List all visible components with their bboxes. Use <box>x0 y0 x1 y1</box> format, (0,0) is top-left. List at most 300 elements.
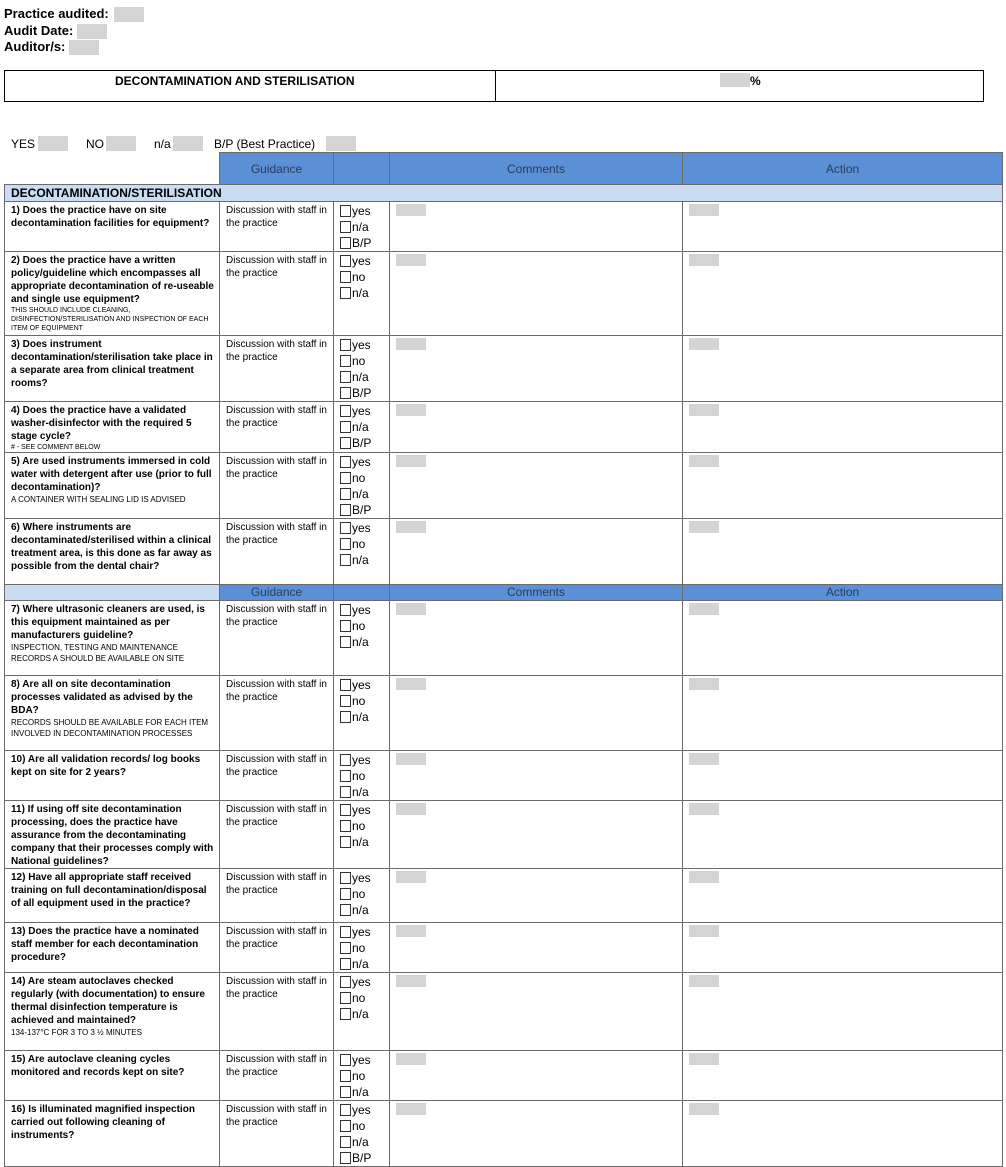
answer-option[interactable] <box>340 634 389 650</box>
checkbox[interactable] <box>340 387 351 399</box>
action-column-header: Action <box>683 153 1003 185</box>
comments-column-header: Comments <box>390 585 683 601</box>
answer-option[interactable] <box>340 470 389 486</box>
checkbox[interactable] <box>340 1152 351 1164</box>
comments-column-header: Comments <box>390 153 683 185</box>
answer-option[interactable] <box>340 1084 389 1100</box>
score-percent-sign: % <box>750 74 761 88</box>
action-field[interactable] <box>689 204 719 216</box>
action-field[interactable] <box>689 871 719 883</box>
question-text: 5) Are used instruments immersed in cold water with detergent after use (prior to full decontamination)? <box>11 456 212 493</box>
guidance-text: Discussion with staff in the practice <box>226 926 327 950</box>
comments-field[interactable] <box>396 204 426 216</box>
checkbox[interactable] <box>340 287 351 299</box>
question-text: 16) Is illuminated magnified inspection carried out following cleaning of instruments? <box>11 1104 195 1141</box>
legend-bp-count[interactable] <box>326 136 356 151</box>
option-label: yes <box>352 678 371 692</box>
answer-options-cell <box>334 1101 390 1167</box>
comments-field[interactable] <box>396 803 426 815</box>
practice-audited-label: Practice audited: <box>4 6 109 21</box>
checkbox[interactable] <box>340 804 351 816</box>
question-text: 7) Where ultrasonic cleaners are used, is this equipment maintained as per manufacturers guideline? <box>11 604 205 641</box>
option-label: n/a <box>352 286 369 300</box>
answer-options-cell <box>334 601 390 676</box>
table-row <box>5 973 1003 1051</box>
option-label: n/a <box>352 957 369 971</box>
question-cell <box>5 601 220 676</box>
answer-option[interactable] <box>340 403 389 419</box>
question-note: INSPECTION, TESTING AND MAINTENANCE RECORDS A SHOULD BE AVAILABLE ON SITE <box>11 643 185 663</box>
answer-option[interactable] <box>340 219 389 235</box>
guidance-text: Discussion with staff in the practice <box>226 456 327 480</box>
comments-cell[interactable] <box>390 402 683 453</box>
checkbox[interactable] <box>340 604 351 616</box>
option-label: n/a <box>352 903 369 917</box>
answer-option[interactable] <box>340 834 389 850</box>
score-value[interactable] <box>720 73 750 87</box>
checkbox[interactable] <box>340 1070 351 1082</box>
guidance-cell <box>220 973 334 1051</box>
question-column-header <box>5 153 220 185</box>
question-cell <box>5 453 220 519</box>
practice-audited-value[interactable] <box>114 7 144 22</box>
checkbox[interactable] <box>340 371 351 383</box>
action-field[interactable] <box>689 803 719 815</box>
answer-option[interactable] <box>340 269 389 285</box>
comments-cell[interactable] <box>390 869 683 923</box>
question-cell <box>5 676 220 751</box>
guidance-cell <box>220 252 334 336</box>
action-cell[interactable] <box>683 336 1003 402</box>
action-field[interactable] <box>689 521 719 533</box>
option-label: yes <box>352 1053 371 1067</box>
option-label: yes <box>352 803 371 817</box>
checkbox[interactable] <box>340 976 351 988</box>
table-row <box>5 336 1003 402</box>
checkbox[interactable] <box>340 1054 351 1066</box>
checkbox[interactable] <box>340 636 351 648</box>
section-row <box>5 185 1003 202</box>
option-label: n/a <box>352 785 369 799</box>
answer-option[interactable] <box>340 709 389 725</box>
answer-options-cell <box>334 973 390 1051</box>
option-label: no <box>352 1069 366 1083</box>
answer-option[interactable] <box>340 353 389 369</box>
checkbox[interactable] <box>340 355 351 367</box>
guidance-text: Discussion with staff in the practice <box>226 1104 327 1128</box>
option-label: yes <box>352 975 371 989</box>
audit-date-label: Audit Date: <box>4 23 74 38</box>
answer-option[interactable] <box>340 253 389 269</box>
table-row <box>5 519 1003 585</box>
answer-option[interactable] <box>340 886 389 902</box>
action-cell[interactable] <box>683 202 1003 252</box>
checkbox[interactable] <box>340 339 351 351</box>
checkbox[interactable] <box>340 679 351 691</box>
option-label: n/a <box>352 420 369 434</box>
question-cell <box>5 801 220 869</box>
comments-cell[interactable] <box>390 973 683 1051</box>
comments-field[interactable] <box>396 753 426 765</box>
answer-option[interactable] <box>340 818 389 834</box>
table-row <box>5 801 1003 869</box>
option-label: no <box>352 354 366 368</box>
option-label: no <box>352 1119 366 1133</box>
checkbox[interactable] <box>340 904 351 916</box>
comments-cell[interactable] <box>390 336 683 402</box>
answer-option[interactable] <box>340 235 389 251</box>
guidance-cell <box>220 336 334 402</box>
action-cell[interactable] <box>683 973 1003 1051</box>
question-text: 1) Does the practice have on site decontamination facilities for equipment? <box>11 205 210 229</box>
comments-field[interactable] <box>396 678 426 690</box>
action-field[interactable] <box>689 975 719 987</box>
option-label: n/a <box>352 1007 369 1021</box>
answer-column-header <box>334 585 390 601</box>
action-cell[interactable] <box>683 252 1003 336</box>
option-label: yes <box>352 1103 371 1117</box>
answer-option[interactable] <box>340 369 389 385</box>
comments-field[interactable] <box>396 338 426 350</box>
option-label: yes <box>352 521 371 535</box>
checkbox[interactable] <box>340 820 351 832</box>
answer-options-cell <box>334 751 390 801</box>
option-label: yes <box>352 871 371 885</box>
question-cell <box>5 336 220 402</box>
checkbox[interactable] <box>340 472 351 484</box>
option-label: B/P <box>352 1151 372 1165</box>
action-cell[interactable] <box>683 751 1003 801</box>
checkbox[interactable] <box>340 1008 351 1020</box>
action-cell[interactable] <box>683 453 1003 519</box>
legend-yes-label: YES <box>11 137 36 151</box>
guidance-cell <box>220 402 334 453</box>
option-label: yes <box>352 204 371 218</box>
question-column-header <box>5 585 220 601</box>
answer-option[interactable] <box>340 870 389 886</box>
checkbox[interactable] <box>340 271 351 283</box>
answer-option[interactable] <box>340 990 389 1006</box>
question-note: # - SEE COMMENT BELOW <box>11 444 101 451</box>
answer-option[interactable] <box>340 454 389 470</box>
checkbox[interactable] <box>340 992 351 1004</box>
practice-audited-field <box>4 6 144 22</box>
action-cell[interactable] <box>683 676 1003 751</box>
option-label: no <box>352 471 366 485</box>
checkbox[interactable] <box>340 872 351 884</box>
checkbox[interactable] <box>340 620 351 632</box>
action-cell[interactable] <box>683 519 1003 585</box>
checkbox[interactable] <box>340 1086 351 1098</box>
question-cell <box>5 402 220 453</box>
option-label: no <box>352 619 366 633</box>
answer-option[interactable] <box>340 924 389 940</box>
answer-option[interactable] <box>340 337 389 353</box>
option-label: yes <box>352 254 371 268</box>
guidance-text: Discussion with staff in the practice <box>226 976 327 1000</box>
option-label: n/a <box>352 553 369 567</box>
checkbox[interactable] <box>340 1120 351 1132</box>
answer-option[interactable] <box>340 677 389 693</box>
table-row <box>5 601 1003 676</box>
legend-na-label: n/a <box>154 137 171 151</box>
checkbox[interactable] <box>340 836 351 848</box>
option-label: yes <box>352 603 371 617</box>
checkbox[interactable] <box>340 504 351 516</box>
legend-no-count[interactable] <box>106 136 136 151</box>
guidance-cell <box>220 801 334 869</box>
legend-no-label: NO <box>86 137 104 151</box>
action-cell[interactable] <box>683 402 1003 453</box>
answer-option[interactable] <box>340 602 389 618</box>
answer-option[interactable] <box>340 285 389 301</box>
guidance-cell <box>220 202 334 252</box>
comments-cell[interactable] <box>390 801 683 869</box>
option-label: no <box>352 270 366 284</box>
option-label: no <box>352 694 366 708</box>
question-text: 4) Does the practice have a validated washer-disinfector with the required 5 stage cycle? <box>11 405 192 442</box>
comments-field[interactable] <box>396 975 426 987</box>
option-label: n/a <box>352 635 369 649</box>
audit-date-value[interactable] <box>77 24 107 39</box>
action-cell[interactable] <box>683 601 1003 676</box>
checkbox[interactable] <box>340 554 351 566</box>
checkbox[interactable] <box>340 538 351 550</box>
answer-option[interactable] <box>340 956 389 972</box>
answer-option[interactable] <box>340 486 389 502</box>
answer-options-cell <box>334 252 390 336</box>
table-row <box>5 402 1003 453</box>
answer-option[interactable] <box>340 1006 389 1022</box>
legend-na-count[interactable] <box>173 136 203 151</box>
question-text: 6) Where instruments are decontaminated/sterilised within a clinical treatment area, is this done as far away as possible from the dental chair? <box>11 522 212 572</box>
option-label: n/a <box>352 220 369 234</box>
question-note: THIS SHOULD INCLUDE CLEANING, DISINFECTION/STERILISATION AND INSPECTION OF EACH ITEM OF EQUIPMENT <box>11 307 209 332</box>
action-cell[interactable] <box>683 1101 1003 1167</box>
document-title: DECONTAMINATION AND STERILISATION <box>115 74 355 88</box>
option-label: no <box>352 887 366 901</box>
checkbox[interactable] <box>340 786 351 798</box>
comments-cell[interactable] <box>390 601 683 676</box>
checkbox[interactable] <box>340 1104 351 1116</box>
action-field[interactable] <box>689 1103 719 1115</box>
title-box <box>4 70 984 102</box>
question-text: 12) Have all appropriate staff received training on full decontamination/disposal of all equipment used in the practice? <box>11 872 207 909</box>
table-header-row <box>5 153 1003 185</box>
answer-option[interactable] <box>340 502 389 518</box>
action-field[interactable] <box>689 603 719 615</box>
answer-option[interactable] <box>340 1102 389 1118</box>
answer-option[interactable] <box>340 693 389 709</box>
section-title: DECONTAMINATION/STERILISATION <box>5 185 1003 202</box>
answer-option[interactable] <box>340 385 389 401</box>
answer-option[interactable] <box>340 1150 389 1166</box>
answer-option[interactable] <box>340 203 389 219</box>
comments-cell[interactable] <box>390 676 683 751</box>
table-row <box>5 202 1003 252</box>
answer-option[interactable] <box>340 435 389 451</box>
answer-options-cell <box>334 402 390 453</box>
guidance-text: Discussion with staff in the practice <box>226 872 327 896</box>
action-field[interactable] <box>689 338 719 350</box>
answer-option[interactable] <box>340 536 389 552</box>
table-row <box>5 869 1003 923</box>
guidance-text: Discussion with staff in the practice <box>226 1054 327 1078</box>
guidance-text: Discussion with staff in the practice <box>226 754 327 778</box>
answer-option[interactable] <box>340 752 389 768</box>
comments-cell[interactable] <box>390 1051 683 1101</box>
option-label: yes <box>352 338 371 352</box>
comments-field[interactable] <box>396 925 426 937</box>
table-row <box>5 1051 1003 1101</box>
comments-cell[interactable] <box>390 519 683 585</box>
checkbox[interactable] <box>340 888 351 900</box>
auditor-field <box>4 39 99 55</box>
comments-field[interactable] <box>396 1103 426 1115</box>
answer-options-cell <box>334 202 390 252</box>
action-column-header: Action <box>683 585 1003 601</box>
action-cell[interactable] <box>683 801 1003 869</box>
comments-field[interactable] <box>396 871 426 883</box>
checkbox[interactable] <box>340 754 351 766</box>
question-text: 10) Are all validation records/ log books kept on site for 2 years? <box>11 754 201 778</box>
comments-cell[interactable] <box>390 202 683 252</box>
guidance-text: Discussion with staff in the practice <box>226 604 327 628</box>
answer-options-cell <box>334 336 390 402</box>
checkbox[interactable] <box>340 221 351 233</box>
question-cell <box>5 519 220 585</box>
checkbox[interactable] <box>340 421 351 433</box>
comments-field[interactable] <box>396 1053 426 1065</box>
action-cell[interactable] <box>683 923 1003 973</box>
answer-option[interactable] <box>340 974 389 990</box>
action-field[interactable] <box>689 753 719 765</box>
question-cell <box>5 923 220 973</box>
answer-option[interactable] <box>340 1118 389 1134</box>
action-cell[interactable] <box>683 1051 1003 1101</box>
answer-options-cell <box>334 869 390 923</box>
comments-field[interactable] <box>396 404 426 416</box>
checkbox[interactable] <box>340 770 351 782</box>
comments-cell[interactable] <box>390 453 683 519</box>
checkbox[interactable] <box>340 926 351 938</box>
question-text: 15) Are autoclave cleaning cycles monitored and records kept on site? <box>11 1054 185 1078</box>
option-label: B/P <box>352 436 372 450</box>
question-cell <box>5 1101 220 1167</box>
option-label: n/a <box>352 1135 369 1149</box>
checkbox[interactable] <box>340 695 351 707</box>
comments-field[interactable] <box>396 455 426 467</box>
guidance-cell <box>220 453 334 519</box>
answer-option[interactable] <box>340 802 389 818</box>
checkbox[interactable] <box>340 255 351 267</box>
option-label: n/a <box>352 370 369 384</box>
answer-option[interactable] <box>340 768 389 784</box>
comments-field[interactable] <box>396 521 426 533</box>
guidance-text: Discussion with staff in the practice <box>226 804 327 828</box>
checkbox[interactable] <box>340 237 351 249</box>
checkbox[interactable] <box>340 1136 351 1148</box>
question-text: 14) Are steam autoclaves checked regularly (with documentation) to ensure thermal disinfection temperature is achieved and maintained? <box>11 976 205 1026</box>
option-label: n/a <box>352 1085 369 1099</box>
comments-cell[interactable] <box>390 751 683 801</box>
comments-cell[interactable] <box>390 1101 683 1167</box>
comments-field[interactable] <box>396 254 426 266</box>
answer-option[interactable] <box>340 1134 389 1150</box>
comments-cell[interactable] <box>390 923 683 973</box>
option-label: yes <box>352 753 371 767</box>
answer-options-cell <box>334 676 390 751</box>
answer-options-cell <box>334 923 390 973</box>
checkbox[interactable] <box>340 488 351 500</box>
table-row <box>5 676 1003 751</box>
option-label: B/P <box>352 503 372 517</box>
question-text: 11) If using off site decontamination processing, does the practice have assurance from the decontaminating company that their processes comply with National guidelines? <box>11 804 214 867</box>
option-label: n/a <box>352 487 369 501</box>
checkbox[interactable] <box>340 711 351 723</box>
checkbox[interactable] <box>340 456 351 468</box>
option-label: no <box>352 537 366 551</box>
comments-cell[interactable] <box>390 252 683 336</box>
answer-option[interactable] <box>340 1068 389 1084</box>
answer-option[interactable] <box>340 552 389 568</box>
question-cell <box>5 1051 220 1101</box>
answer-option[interactable] <box>340 940 389 956</box>
action-field[interactable] <box>689 254 719 266</box>
action-field[interactable] <box>689 1053 719 1065</box>
guidance-cell <box>220 1101 334 1167</box>
answer-option[interactable] <box>340 520 389 536</box>
answer-options-cell <box>334 519 390 585</box>
question-cell <box>5 751 220 801</box>
question-cell <box>5 973 220 1051</box>
table-row <box>5 453 1003 519</box>
answer-option[interactable] <box>340 1052 389 1068</box>
action-field[interactable] <box>689 925 719 937</box>
title-cell <box>5 71 496 101</box>
score-cell <box>496 71 983 101</box>
option-label: no <box>352 819 366 833</box>
checkbox[interactable] <box>340 437 351 449</box>
action-cell[interactable] <box>683 869 1003 923</box>
checkbox[interactable] <box>340 522 351 534</box>
answer-column-header <box>334 153 390 185</box>
table-row <box>5 923 1003 973</box>
guidance-cell <box>220 519 334 585</box>
answer-options-cell <box>334 801 390 869</box>
auditor-value[interactable] <box>69 40 99 55</box>
option-label: n/a <box>352 710 369 724</box>
answer-option[interactable] <box>340 618 389 634</box>
answer-option[interactable] <box>340 419 389 435</box>
guidance-cell <box>220 1051 334 1101</box>
checkbox[interactable] <box>340 958 351 970</box>
answer-options-cell <box>334 453 390 519</box>
checkbox[interactable] <box>340 405 351 417</box>
legend-yes-count[interactable] <box>38 136 68 151</box>
guidance-text: Discussion with staff in the practice <box>226 205 327 229</box>
action-field[interactable] <box>689 678 719 690</box>
checkbox[interactable] <box>340 942 351 954</box>
question-text: 3) Does instrument decontamination/sterilisation take place in a separate area from clinical treatment rooms? <box>11 339 213 389</box>
guidance-text: Discussion with staff in the practice <box>226 405 327 429</box>
action-field[interactable] <box>689 404 719 416</box>
answer-option[interactable] <box>340 784 389 800</box>
action-field[interactable] <box>689 455 719 467</box>
answer-option[interactable] <box>340 902 389 918</box>
checkbox[interactable] <box>340 205 351 217</box>
comments-field[interactable] <box>396 603 426 615</box>
